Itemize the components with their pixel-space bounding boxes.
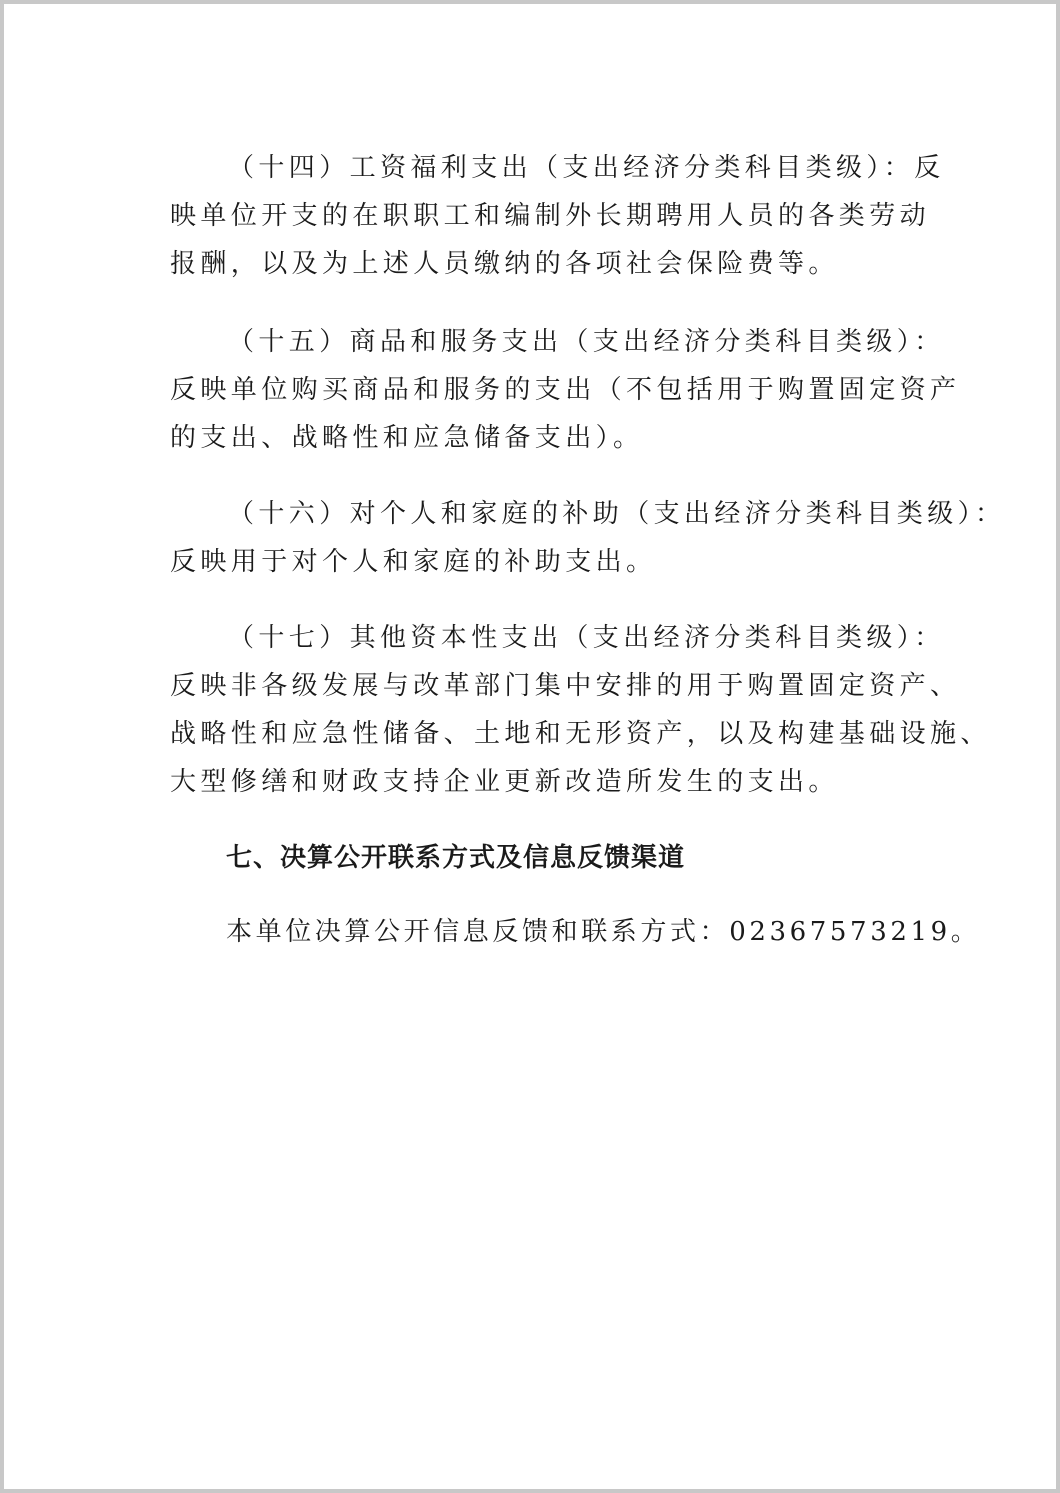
text-line: （十五）商品和服务支出（支出经济分类科目类级）：	[228, 327, 945, 357]
text-line: 大型修缮和财政支持企业更新改造所发生的支出。	[170, 767, 839, 797]
text-line: 报酬，以及为上述人员缴纳的各项社会保险费等。	[170, 249, 839, 279]
paragraph-goods-services-expenditure	[170, 318, 961, 462]
text-line: 战略性和应急性储备、土地和无形资产，以及构建基础设施、	[170, 719, 991, 749]
text-line: （十七）其他资本性支出（支出经济分类科目类级）：	[228, 623, 945, 653]
paragraph-other-capital-expenditure	[170, 614, 991, 806]
text-line: 的支出、战略性和应急储备支出）。	[170, 423, 644, 453]
text-line: 反映非各级发展与改革部门集中安排的用于购置固定资产、	[170, 671, 961, 701]
text-line: （十四）工资福利支出（支出经济分类科目类级）：反	[228, 153, 945, 183]
paragraph-wage-welfare-expenditure	[170, 144, 945, 288]
section-heading: 七、决算公开联系方式及信息反馈渠道	[226, 843, 686, 873]
text-line: 映单位开支的在职职工和编制外长期聘用人员的各类劳动	[170, 201, 931, 231]
text-line: 反映单位购买商品和服务的支出（不包括用于购置固定资产	[170, 375, 961, 405]
text-line: 反映用于对个人和家庭的补助支出。	[170, 547, 657, 577]
contact-info: 本单位决算公开信息反馈和联系方式：02367573219。	[226, 917, 981, 947]
text-line: （十六）对个人和家庭的补助（支出经济分类科目类级）：	[228, 499, 1006, 529]
paragraph-household-subsidy	[170, 490, 1006, 586]
